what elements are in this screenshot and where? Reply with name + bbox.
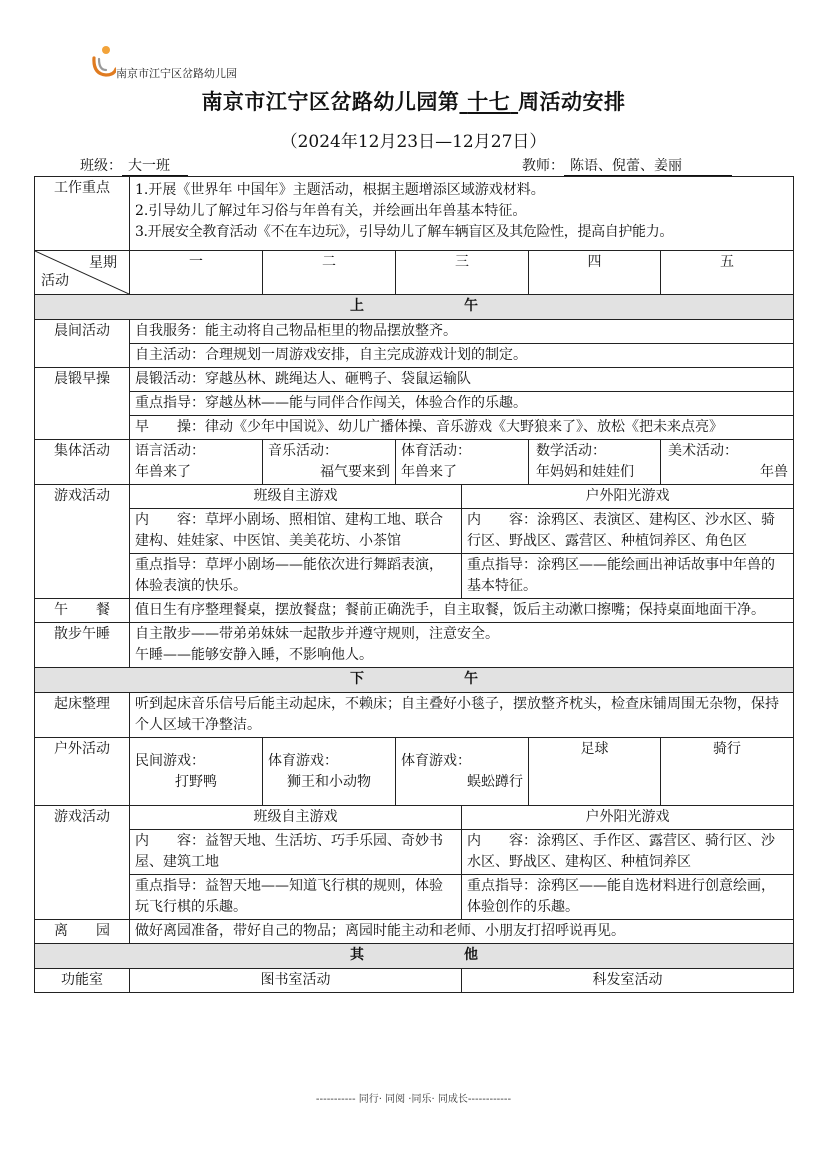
exercise-line: 早 操：律动《少年中国说》、幼儿广播体操、音乐游戏《大野狼来了》、放松《把未来点亮》 <box>130 416 794 440</box>
page-title <box>0 86 827 116</box>
game-am-right-head: 户外阳光游戏 <box>462 485 794 509</box>
teacher-label: 教师： <box>522 158 564 174</box>
nap-label: 散步午睡 <box>35 623 130 668</box>
wakeup-content: 听到起床音乐信号后能主动起床，不赖床；自主叠好小毯子，摆放整齐枕头，检查床铺周围无杂物，保持个人区域干净整洁。 <box>130 693 794 738</box>
activity-type: 体育游戏： <box>401 752 471 769</box>
function-room-label: 功能室 <box>35 969 130 993</box>
exercise-line: 晨锻活动：穿越丛林、跳绳达人、砸鸭子、袋鼠运输队 <box>130 368 794 392</box>
exercise-row <box>35 392 794 416</box>
focus-content <box>130 177 794 251</box>
arrival-label: 晨间活动 <box>35 320 130 368</box>
activity-type: 体育游戏： <box>268 752 338 769</box>
exercise-row <box>35 368 794 392</box>
game-am-head-row <box>35 485 794 509</box>
game-pm-left-head: 班级自主游戏 <box>130 806 462 830</box>
outdoor-cell <box>130 738 263 806</box>
band-char: 上 <box>350 298 364 314</box>
outdoor-cell <box>529 738 661 806</box>
arrival-row <box>35 320 794 344</box>
focus-line: 2.引导幼儿了解过年习俗与年兽有关，并绘画出年兽基本特征。 <box>135 203 527 219</box>
group-cell <box>661 440 794 485</box>
activity-name: 骑行 <box>713 741 741 757</box>
exercise-line: 重点指导：穿越丛林——能与同伴合作闯关，体验合作的乐趣。 <box>130 392 794 416</box>
day-wednesday: 三 <box>396 251 529 295</box>
activity-name: 年兽 <box>760 464 789 480</box>
group-cell <box>529 440 661 485</box>
title-prefix: 南京市江宁区岔路幼儿园第 <box>201 90 460 114</box>
day-monday: 一 <box>130 251 263 295</box>
game-am-content-row <box>35 509 794 554</box>
nap-content <box>130 623 794 668</box>
schedule-table <box>34 176 794 993</box>
function-room-right: 科发室活动 <box>462 969 794 993</box>
afternoon-band-cell <box>35 668 794 693</box>
logo-icon <box>90 44 116 78</box>
group-label: 集体活动 <box>35 440 130 485</box>
game-am-label: 游戏活动 <box>35 485 130 599</box>
band-char: 其 <box>350 947 364 963</box>
morning-band-cell <box>35 295 794 320</box>
band-char: 下 <box>350 671 364 687</box>
weekday-header-row <box>35 251 794 295</box>
group-activity-row <box>35 440 794 485</box>
arrival-row <box>35 344 794 368</box>
arrival-line: 自我服务：能主动将自己物品柜里的物品摆放整齐。 <box>130 320 794 344</box>
title-suffix: 周活动安排 <box>518 90 626 114</box>
game-am-right-content: 内 容：涂鸦区、表演区、建构区、沙水区、骑行区、野战区、露营区、种植饲养区、角色区 <box>462 509 794 554</box>
class-info <box>80 155 188 176</box>
outdoor-row <box>35 738 794 806</box>
other-band-cell <box>35 944 794 969</box>
lunch-content: 值日生有序整理餐桌，摆放餐盘；餐前正确洗手，自主取餐，饭后主动漱口擦嘴；保持桌面地面干净。 <box>130 599 794 623</box>
activity-name: 狮王和小动物 <box>287 773 371 790</box>
corner-activity: 活动 <box>41 273 69 289</box>
activity-name: 足球 <box>580 741 609 757</box>
exercise-row <box>35 416 794 440</box>
game-am-focus-row <box>35 554 794 599</box>
activity-name: 福气要来到 <box>320 464 390 480</box>
game-pm-right-content: 内 容：涂鸦区、手作区、露营区、骑行区、沙水区、野战区、建构区、种植饲养区 <box>462 830 794 875</box>
nap-line: 午睡——能够安静入睡，不影响他人。 <box>135 647 373 663</box>
activity-name: 年妈妈和娃娃们 <box>536 464 634 480</box>
wakeup-label: 起床整理 <box>35 693 130 738</box>
corner-weekday: 星期 <box>89 255 117 271</box>
activity-name: 年兽来了 <box>401 464 457 480</box>
function-room-row <box>35 969 794 993</box>
band-char: 午 <box>464 298 478 314</box>
outdoor-cell <box>396 738 529 806</box>
afternoon-band <box>35 668 794 693</box>
day-tuesday: 二 <box>263 251 396 295</box>
game-pm-head-row <box>35 806 794 830</box>
logo-text: 南京市江宁区岔路幼儿园 <box>116 67 237 80</box>
exercise-label: 晨锻早操 <box>35 368 130 440</box>
kindergarten-logo <box>90 44 290 80</box>
activity-type: 民间游戏： <box>135 752 205 769</box>
focus-line: 1.开展《世界年 中国年》主题活动，根据主题增添区域游戏材料。 <box>135 182 545 198</box>
focus-line: 3.开展安全教育活动《不在车边玩》，引导幼儿了解车辆盲区及其危险性，提高自护能力。 <box>135 224 674 240</box>
focus-row <box>35 177 794 251</box>
game-pm-label: 游戏活动 <box>35 806 130 920</box>
lunch-row <box>35 599 794 623</box>
game-pm-left-focus: 重点指导：益智天地——知道飞行棋的规则，体验玩飞行棋的乐趣。 <box>130 875 462 920</box>
game-pm-left-content: 内 容：益智天地、生活坊、巧手乐园、奇妙书屋、建筑工地 <box>130 830 462 875</box>
game-am-left-content: 内 容：草坪小剧场、照相馆、建构工地、联合建构、娃娃家、中医馆、美美花坊、小茶馆 <box>130 509 462 554</box>
title-week <box>459 90 518 114</box>
weekday-corner <box>35 251 130 295</box>
leave-row <box>35 920 794 944</box>
outdoor-cell <box>661 738 794 806</box>
nap-row <box>35 623 794 668</box>
lunch-label: 午 餐 <box>35 599 130 623</box>
band-char: 午 <box>464 671 478 687</box>
game-pm-content-row <box>35 830 794 875</box>
activity-name: 打野鸭 <box>175 773 217 790</box>
game-am-right-focus: 重点指导：涂鸦区——能绘画出神话故事中年兽的基本特征。 <box>462 554 794 599</box>
activity-type: 语言活动： <box>135 443 205 459</box>
day-friday: 五 <box>661 251 794 295</box>
leave-label: 离 园 <box>35 920 130 944</box>
group-cell <box>396 440 529 485</box>
date-range: （2024年12月23日—12月27日） <box>280 132 547 152</box>
activity-type: 体育活动： <box>401 443 471 459</box>
focus-label: 工作重点 <box>35 177 130 251</box>
activity-type: 数学活动： <box>536 443 606 459</box>
day-thursday: 四 <box>529 251 661 295</box>
activity-type: 音乐活动： <box>268 443 338 459</box>
arrival-line: 自主活动：合理规划一周游戏安排，自主完成游戏计划的制定。 <box>130 344 794 368</box>
nap-line: 自主散步——带弟弟妹妹一起散步并遵守规则，注意安全。 <box>135 626 499 642</box>
band-char: 他 <box>464 947 478 963</box>
outdoor-cell <box>263 738 396 806</box>
game-pm-right-head: 户外阳光游戏 <box>462 806 794 830</box>
class-label: 班级： <box>80 158 122 174</box>
activity-name: 年兽来了 <box>135 464 191 480</box>
outdoor-label: 户外活动 <box>35 738 130 806</box>
game-pm-right-focus: 重点指导：涂鸦区——能自选材料进行创意绘画，体验创作的乐趣。 <box>462 875 794 920</box>
group-cell <box>263 440 396 485</box>
game-am-left-focus: 重点指导：草坪小剧场——能依次进行舞蹈表演，体验表演的快乐。 <box>130 554 462 599</box>
footer-motto: ----------- 同行· 同阅 ·同乐· 同成长------------ <box>315 1094 512 1105</box>
activity-type: 美术活动： <box>668 443 738 459</box>
function-room-left: 图书室活动 <box>130 969 462 993</box>
class-value: 大一班 <box>122 158 188 176</box>
title-week-number: 十七 <box>467 90 511 114</box>
game-am-left-head: 班级自主游戏 <box>130 485 462 509</box>
game-pm-focus-row <box>35 875 794 920</box>
teacher-info <box>522 155 732 176</box>
activity-name: 蜈蚣蹲行 <box>467 773 523 790</box>
other-band <box>35 944 794 969</box>
teacher-value: 陈语、倪蕾、姜丽 <box>564 158 732 176</box>
wakeup-row <box>35 693 794 738</box>
group-cell <box>130 440 263 485</box>
morning-band <box>35 295 794 320</box>
leave-content: 做好离园准备，带好自己的物品；离园时能主动和老师、小朋友打招呼说再见。 <box>130 920 794 944</box>
